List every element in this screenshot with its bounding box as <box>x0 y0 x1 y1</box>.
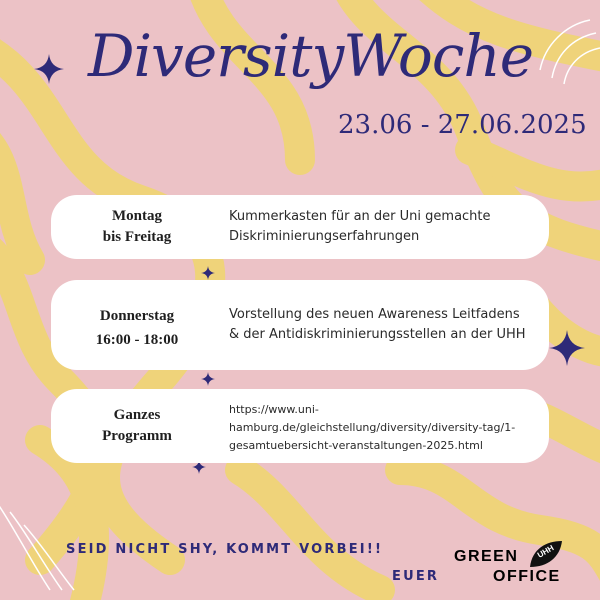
program-link-line[interactable]: gesamtuebersicht-veranstaltungen-2025.html <box>229 439 483 452</box>
sparkle-star-icon <box>201 266 215 280</box>
event-description-line: Kummerkasten für an der Uni gemachte <box>229 209 491 224</box>
footer-signoff: EUER <box>392 569 440 584</box>
event-description-line: Vorstellung des neuen Awareness Leitfadens <box>229 307 520 322</box>
event-time-line: Ganzes <box>113 407 161 423</box>
event-time <box>51 304 223 352</box>
sparkle-star-icon <box>549 330 585 366</box>
event-time <box>51 405 223 447</box>
program-link-line[interactable]: hamburg.de/gleichstellung/diversity/diversity-tag/1- <box>229 421 516 434</box>
program-link-line[interactable]: https://www.uni- <box>229 403 319 416</box>
event-description <box>229 207 537 247</box>
event-description-line: & der Antidiskriminierungsstellen an der UHH <box>229 327 526 342</box>
sparkle-star-icon <box>34 54 64 84</box>
event-description <box>229 305 537 345</box>
footer-slogan: SEID NICHT SHY, KOMMT VORBEI!! <box>66 542 384 557</box>
logo-text-line: GREEN <box>454 548 519 565</box>
event-card <box>51 195 549 259</box>
event-description-line: Diskriminierungserfahrungen <box>229 229 420 244</box>
logo-badge: UHH <box>535 543 556 560</box>
program-link[interactable] <box>229 401 535 455</box>
sparkle-star-icon <box>201 372 215 386</box>
event-time-line: Montag <box>112 208 162 224</box>
event-time-line: 16:00 - 18:00 <box>95 332 179 348</box>
event-time-line: Programm <box>102 428 172 444</box>
event-card <box>51 280 549 370</box>
event-time-line: Donnerstag <box>99 308 175 324</box>
event-dates: 23.06 - 27.06.2025 <box>338 110 587 140</box>
event-time-line: bis Freitag <box>102 229 172 245</box>
logo-text-line: OFFICE <box>493 568 561 585</box>
page-title: DiversityWoche <box>88 22 534 90</box>
event-time <box>51 206 223 248</box>
event-card <box>51 389 549 463</box>
green-office-logo <box>450 543 568 593</box>
